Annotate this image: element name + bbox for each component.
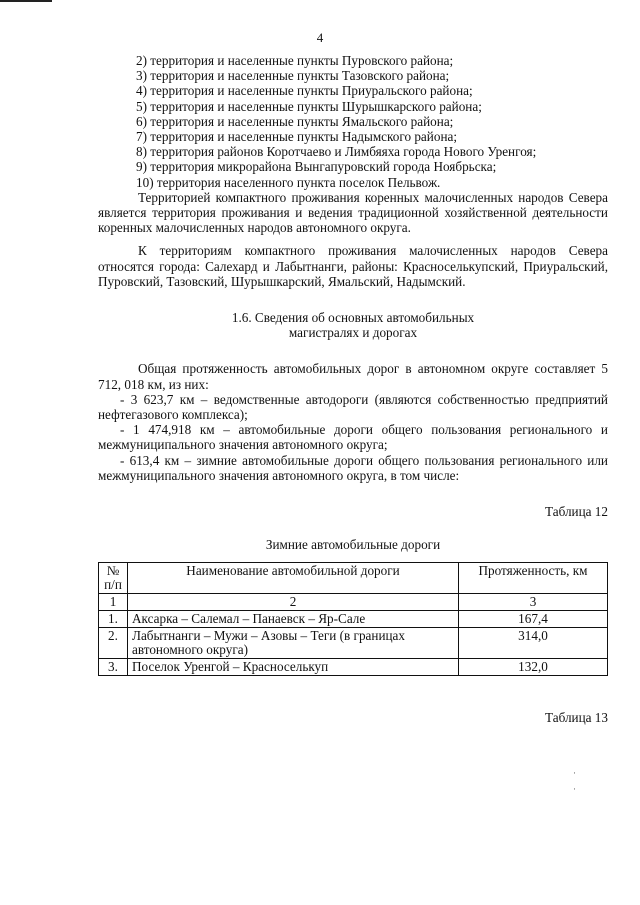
row-number: 2. xyxy=(99,628,128,659)
paragraph-territories: К территориям компактного проживания малочисленных народов Севера относятся города: Салехард и Лабытнанги, районы: Красноселькупский, Приуральский, Пуровский, Тазовский, Шурышкарский, Ямальский, Надымский. xyxy=(98,243,608,289)
table-12-label: Таблица 12 xyxy=(545,504,608,520)
header-number: № п/п xyxy=(99,563,128,594)
page-number: 4 xyxy=(316,30,324,45)
dash-item: - 3 623,7 км – ведомственные автодороги (являются собственностью предприятий нефтегазового комплекса); xyxy=(98,391,608,423)
road-length: 314,0 xyxy=(459,628,608,659)
scan-speck: · xyxy=(573,784,576,794)
list-item: 2) территория и населенные пункты Пуровского района; xyxy=(136,53,454,68)
dash-item: - 1 474,918 км – автомобильные дороги общего пользования регионального и межмуниципального значения автономного округа; xyxy=(98,422,608,453)
table-row xyxy=(99,659,608,676)
road-name: Лабытнанги – Мужи – Азовы – Теги (в границах автономного округа) xyxy=(128,628,459,659)
section-heading-line: 1.6. Сведения об основных автомобильных xyxy=(231,310,475,326)
table-13-label: Таблица 13 xyxy=(545,710,608,726)
paragraph-compact-residence: Территорией компактного проживания коренных малочисленных народов Севера является территория проживания и ведения традиционной хозяйственной деятельности коренных малочисленных народов автономного округа. xyxy=(98,189,608,236)
road-name: Поселок Уренгой – Красноселькуп xyxy=(128,659,459,676)
paragraph-road-length: Общая протяженность автомобильных дорог в автономном округе составляет 5 712, 018 км, из них: xyxy=(98,361,608,392)
table-row xyxy=(99,611,608,628)
winter-roads-table xyxy=(98,562,608,676)
list-item: 9) территория микрорайона Вынгапуровский города Ноябрьска; xyxy=(136,159,497,175)
column-number: 3 xyxy=(459,594,608,611)
section-heading xyxy=(98,310,608,340)
row-number: 1. xyxy=(99,611,128,628)
header-length: Протяженность, км xyxy=(459,563,608,594)
list-item: 6) территория и населенные пункты Ямальского района; xyxy=(136,113,454,129)
scan-speck: · xyxy=(573,768,576,778)
list-item: 4) территория и населенные пункты Приуральского района; xyxy=(136,83,473,99)
column-number: 2 xyxy=(128,594,459,611)
table-row xyxy=(99,628,608,659)
territory-list xyxy=(98,53,608,190)
table-header-row xyxy=(99,563,608,594)
road-name: Аксарка – Салемал – Панаевск – Яр-Сале xyxy=(128,611,459,628)
road-length: 167,4 xyxy=(459,611,608,628)
list-item: 8) территория районов Коротчаево и Лимбяяха города Нового Уренгоя; xyxy=(136,144,537,160)
list-item: 3) территория и населенные пункты Тазовского района; xyxy=(136,68,450,84)
dash-item: - 613,4 км – зимние автомобильные дороги общего пользования регионального или межмуниципального значения автономного округа, в том числе: xyxy=(98,452,608,483)
scan-edge-line xyxy=(0,0,52,2)
document-body xyxy=(98,53,608,726)
header-road-name: Наименование автомобильной дороги xyxy=(128,563,459,594)
list-item: 10) территория населенного пункта поселок Пельвож. xyxy=(136,174,441,190)
list-item: 7) территория и населенные пункты Надымского района; xyxy=(136,129,458,145)
list-item: 5) территория и населенные пункты Шурышкарского района; xyxy=(136,98,482,114)
row-number: 3. xyxy=(99,659,128,676)
column-number: 1 xyxy=(99,594,128,611)
table-12-title: Зимние автомобильные дороги xyxy=(265,537,441,553)
column-number-row xyxy=(99,594,608,611)
road-length: 132,0 xyxy=(459,659,608,676)
section-heading-line: магистралях и дорогах xyxy=(288,325,418,341)
